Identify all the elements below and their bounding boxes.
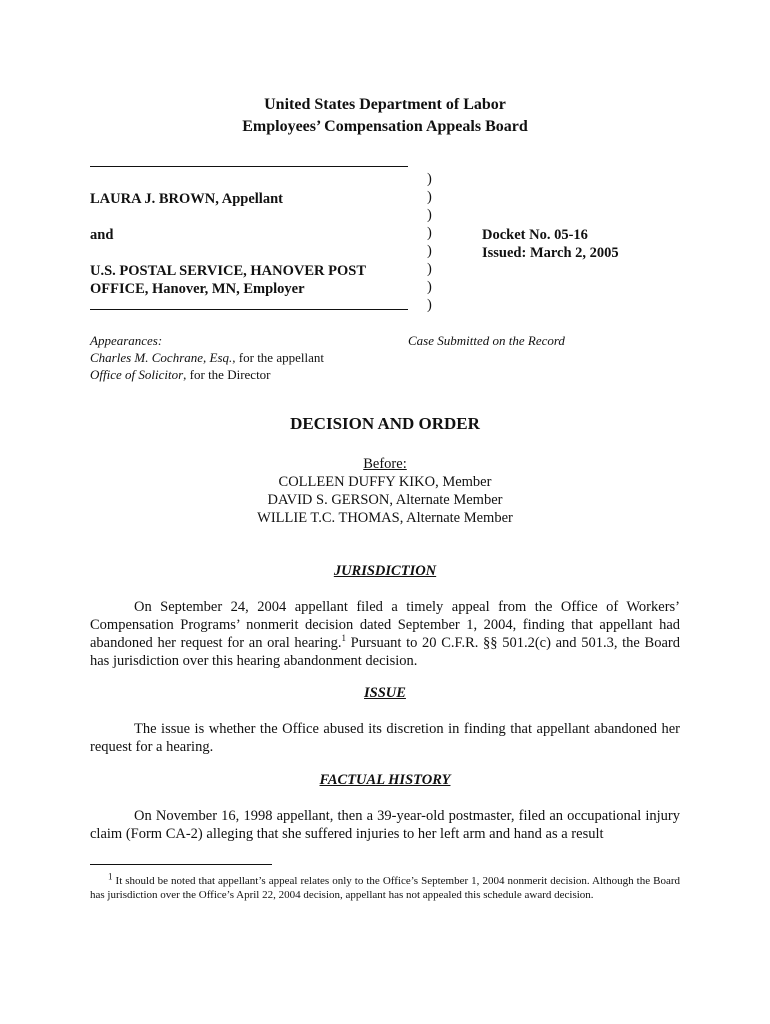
paren: ) <box>427 279 432 295</box>
paren: ) <box>427 189 432 205</box>
solicitor-name: Office of Solicitor <box>90 367 184 382</box>
counsel-role: , for the appellant <box>232 350 324 365</box>
board-name: Employees’ Compensation Appeals Board <box>242 118 528 135</box>
member-name: COLLEEN DUFFY KIKO, Member <box>278 474 492 490</box>
appearances-label: Appearances: <box>90 333 163 348</box>
jurisdiction-text: On September 24, 2004 appellant filed a timely appeal from the Office of Workers’ Compensation Programs’ nonmerit decision dated September 1, 2004, finding that appellant had abandoned her request for an oral hearing. <box>90 599 680 651</box>
paren: ) <box>427 261 432 277</box>
appearances-block <box>90 332 324 383</box>
paren: ) <box>427 243 432 259</box>
caption-bottom-rule <box>90 309 408 310</box>
docket-info <box>482 226 619 262</box>
appellant-name: LAURA J. BROWN, Appellant <box>90 191 283 207</box>
caption-parentheses <box>427 170 432 314</box>
footnote-separator <box>90 864 272 865</box>
paren: ) <box>427 171 432 187</box>
employer-line-1: U.S. POSTAL SERVICE, HANOVER POST <box>90 263 366 279</box>
factual-history-heading: FACTUAL HISTORY <box>319 772 451 788</box>
caption-and: and <box>90 227 114 243</box>
paren: ) <box>427 207 432 223</box>
paren: ) <box>427 297 432 313</box>
solicitor-role: , for the Director <box>183 367 271 382</box>
jurisdiction-heading: JURISDICTION <box>333 563 437 579</box>
member-name: DAVID S. GERSON, Alternate Member <box>267 492 503 508</box>
caption-top-rule <box>90 166 408 167</box>
issue-heading: ISSUE <box>364 685 406 701</box>
jurisdiction-text-continued: Pursuant to 20 C.F.R. §§ 501.2(c) and 501.3, the Board has jurisdiction over this hearing abandonment decision. <box>90 635 680 669</box>
document-title: DECISION AND ORDER <box>290 414 480 433</box>
case-submitted-note: Case Submitted on the Record <box>408 333 565 348</box>
footnote-number: 1 <box>108 871 113 882</box>
footnote-text: It should be noted that appellant’s appeal relates only to the Office’s September 1, 2004 nonmerit decision. Although the Board has jurisdiction over the Office’s April 22, 2004 decision, appellant has not appealed this schedule award decision. <box>90 875 680 901</box>
factual-history-paragraph: On November 16, 1998 appellant, then a 39-year-old postmaster, filed an occupational injury claim (Form CA-2) alleging that she suffered injuries to her left arm and hand as a result <box>90 808 680 842</box>
employer-line-2: OFFICE, Hanover, MN, Employer <box>90 281 305 297</box>
issued-date: Issued: March 2, 2005 <box>482 245 619 261</box>
before-label: Before: <box>363 456 407 472</box>
agency-name: United States Department of Labor <box>264 96 506 113</box>
footnote-reference: 1 <box>341 633 346 644</box>
counsel-name: Charles M. Cochrane, Esq. <box>90 350 233 365</box>
jurisdiction-paragraph <box>90 598 680 670</box>
issue-paragraph: The issue is whether the Office abused its discretion in finding that appellant abandoned her request for a hearing. <box>90 721 680 755</box>
before-block <box>0 455 770 527</box>
docket-number: Docket No. 05-16 <box>482 227 588 243</box>
member-name: WILLIE T.C. THOMAS, Alternate Member <box>257 510 513 526</box>
paren: ) <box>427 225 432 241</box>
footnote <box>90 871 680 902</box>
